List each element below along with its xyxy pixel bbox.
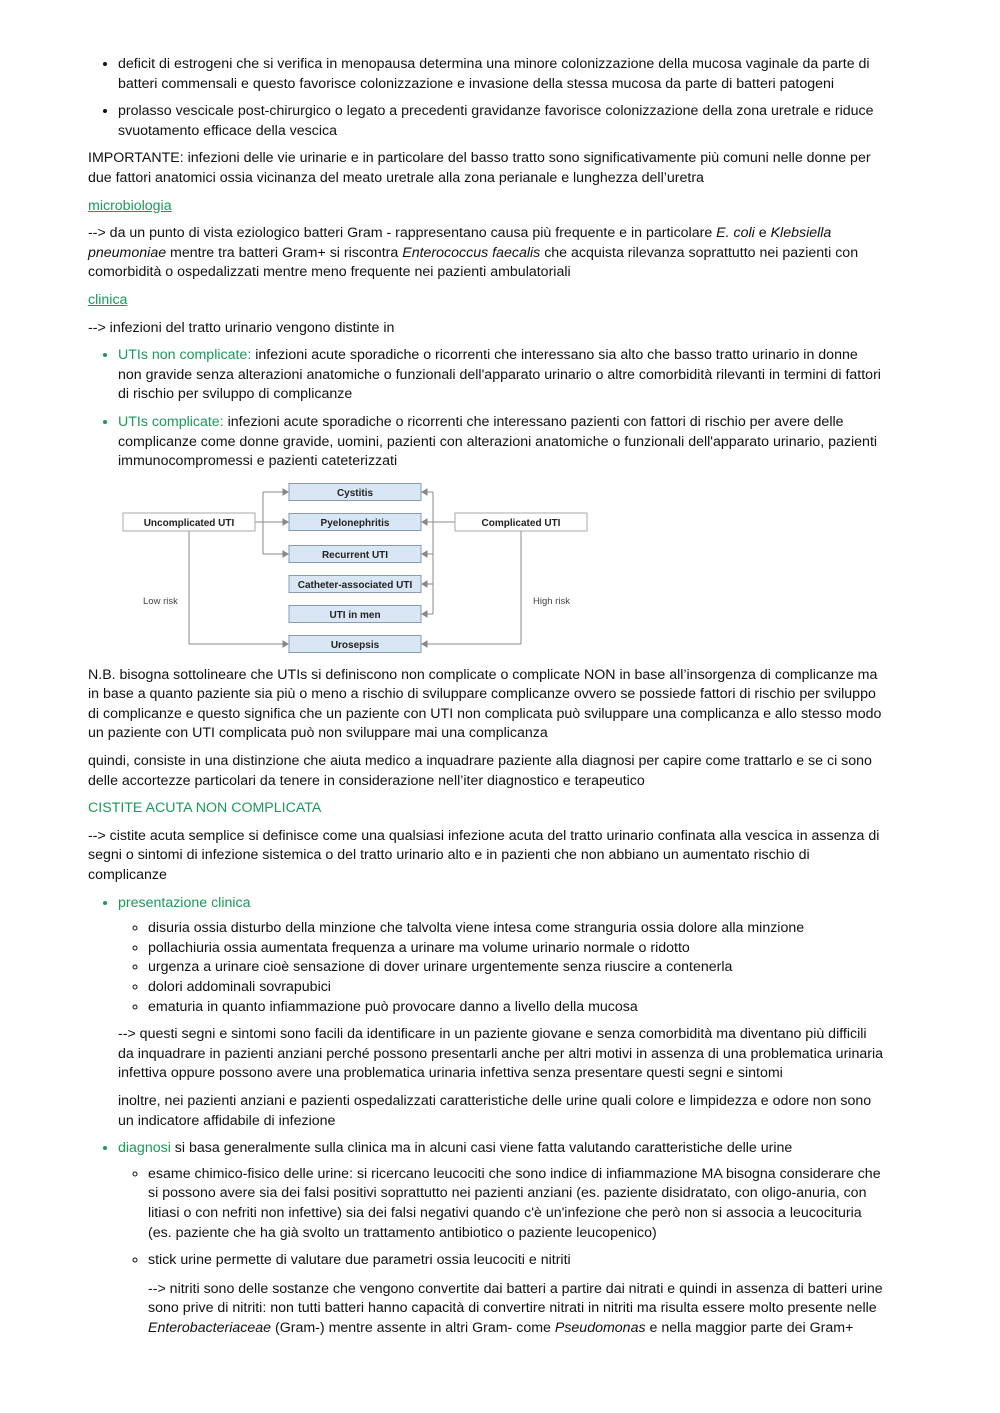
presentazione-label: presentazione clinica [118,894,251,911]
list-item: ◦ stick urine permette di valutare due parametri ossia leucociti e nitriti --> nitriti sono delle sostanze che vengono convertite dai batteri a partire dai nitrati e quindi in assenza di batteri urine sono prive di nitriti: non tutti batteri hanno capacità di convertire nitrati in nitriti ma risulta essere molto presente nelle Enterobacteriaceae (Gram-) mentre assente in altri Gram- come Pseudomonas e nella maggior parte dei Gram+ [148,1251,884,1338]
nb-paragraph: N.B. bisogna sottolineare che UTIs si definiscono non complicate o complicate NON in base all’insorgenza di complicanze ma in base a quanto paziente sia più o meno a rischio di sviluppare complicanze ovvero se possiede fattori di rischio per sviluppo di complicanze e questo significa che un paziente con UTI non complicata può sviluppare una complicanza e allo stesso modo un paziente con UTI complicata può non sviluppare mai una complicanza [88,666,882,742]
diagram-box-label: Catheter-associated UTI [297,579,413,591]
diagnosi-list [118,1165,884,1339]
section-heading-cistite: CISTITE ACUTA NON COMPLICATA [88,800,322,817]
cistite-list [88,894,884,1339]
list-item: ◦ dolori addominali sovrapubici [148,978,884,998]
clinica-link[interactable]: clinica [88,291,128,308]
cistite-definition: --> cistite acuta semplice si definisce come una qualsiasi infezione acuta del tratto urinario confinata alla vescica in assenza di segni o sintomi di infezione sistemica o del tratto urinario alto e in pazienti che non abbiano un aumentato rischio di complicanze [88,827,880,884]
diagram-box-label: UTI in men [329,609,381,621]
uti-label: UTIs non complicate: [118,347,252,364]
high-risk-label: High risk [533,595,570,607]
diagram-left-label: Uncomplicated UTI [143,517,235,529]
uti-type-list [88,346,884,472]
microbiologia-link[interactable]: microbiologia [88,197,172,214]
list-item [118,894,884,1132]
diagram-svg [88,480,884,658]
list-item: ◦ esame chimico-fisico delle urine: si ricercano leucociti che sono indice di infiammazione MA bisogna considerare che si possono avere sia dei falsi positivi soprattutto nei pazienti anziani (es. paziente disidratato, con oligo-anuria, con litiasi o con nefriti non infettive) sia dei falsi negativi quando c'è un'infezione che però non si associa a leucocituria (es. paziente che ha già svolto un trattamento antibiotico o paziente leucopenico) [148,1165,884,1243]
list-item: ◦ ematuria in quanto infiammazione può provocare danno a livello della mucosa [148,998,884,1018]
diagram-box-label: Urosepsis [330,639,380,651]
symptom-list [118,919,884,1017]
list-item: ◦ disuria ossia disturbo della minzione che talvolta viene intesa come stranguria ossia dolore alla minzione [148,919,884,939]
nitriti-paragraph: --> nitriti sono delle sostanze che vengono convertite dai batteri a partire dai nitrati e quindi in assenza di batteri urine sono prive di nitriti: non tutti batteri hanno capacità di convertire nitrati in nitriti ma risulta essere molto presente nelle Enterobacteriaceae (Gram-) mentre assente in altri Gram- come Pseudomonas e nella maggior parte dei Gram+ [148,1280,883,1336]
list-item: • deficit di estrogeni che si verifica in menopausa determina una minore colonizzazione della mucosa vaginale da parte di batteri commensali e questo favorisce colonizzazione e invasione della stessa mucosa da parte di batteri patogeni [118,55,884,94]
presentazione-note: --> questi segni e sintomi sono facili da identificare in un paziente giovane e senza comorbidità ma diventano più difficili da inquadrare in pazienti anziani perché possono presentarli anche per altri motivi in assenza di una problematica urinaria infettiva oppure possono avere una problematica urinaria infettiva senza presentare questi segni e sintomi [118,1026,883,1082]
list-item: • prolasso vescicale post-chirurgico o legato a precedenti gravidanze favorisce colonizzazione della zona uretrale e riduce svuotamento efficace della vescica [118,102,884,141]
diagram-right-label: Complicated UTI [481,517,561,529]
document-page [88,55,884,1347]
list-item: • UTIs complicate: infezioni acute sporadiche o ricorrenti che interessano pazienti con fattori di rischio per avere delle complicanze come donne gravide, uomini, pazienti con alterazioni anatomiche o funzionali dell'apparato urinario, pazienti immunocompromessi e pazienti cateterizzati [118,413,884,472]
microbiologia-paragraph: --> da un punto di vista eziologico batteri Gram - rappresentano causa più frequente e in particolare E. coli e Klebsiella pneumoniae mentre tra batteri Gram+ si riscontra Enterococcus faecalis che acquista rilevanza soprattutto nei pazienti con comorbidità o ospedalizzati mentre meno frequente nei pazienti ambulatoriali [88,225,859,281]
diagram-box-label: Recurrent UTI [321,549,389,561]
list-item: • diagnosi si basa generalmente sulla clinica ma in alcuni casi viene fatta valutando caratteristiche delle urine ◦ esame chimico-fisico delle urine: si ricercano leucociti che sono indice di infiammazione MA bisogna considerare che si possono avere sia dei falsi positivi soprattutto nei pazienti anziani (es. paziente disidratato, con oligo-anuria, con litiasi o con nefriti non infettive) sia dei falsi negativi quando c'è un'infezione che però non si associa a leucocituria (es. paziente che ha già svolto un trattamento antibiotico o paziente leucopenico) ◦ stick urine permette di valutare due parametri ossia leucociti e nitriti --> nitriti sono delle sostanze che vengono convertite dai batteri a partire dai nitrati e quindi in assenza di batteri urine sono prive di nitriti: non tutti batteri hanno capacità di convertire nitrati in nitriti ma risulta essere molto presente nelle Enterobacteriaceae (Gram-) mentre assente in altri Gram- come Pseudomonas e nella maggior parte dei Gram+ [118,1139,884,1338]
uti-label: UTIs complicate: [118,413,224,430]
diagnosi-label: diagnosi [118,1140,171,1157]
clinica-intro: --> infezioni del tratto urinario vengono distinte in [88,319,395,336]
importante-paragraph: IMPORTANTE: infezioni delle vie urinarie e in particolare del basso tratto sono significativamente più comuni nelle donne per due fattori anatomici ossia vicinanza del meato uretrale alla zona perianale e lunghezza dell’uretra [88,150,871,186]
list-item: ◦ urgenza a urinare cioè sensazione di dover urinare urgentemente senza riuscire a contenerla [148,958,884,978]
low-risk-label: Low risk [143,595,178,607]
diagram-box-label: Cystitis [336,487,374,499]
list-item: ◦ pollachiuria ossia aumentata frequenza a urinare ma volume urinario normale o ridotto [148,939,884,959]
quindi-paragraph: quindi, consiste in una distinzione che aiuta medico a inquadrare paziente alla diagnosi per capire come trattarlo e se ci sono delle accortezze particolari da tenere in considerazione nell’iter diagnostico e terapeutico [88,753,872,789]
diagram-box-label: Pyelonephritis [320,517,390,529]
list-item: • UTIs non complicate: infezioni acute sporadiche o ricorrenti che interessano sia alto che basso tratto urinario in donne non gravide senza alterazioni anatomiche o funzionali dell'apparato urinario o altre comorbidità rilevanti in termini di fattori di rischio per sviluppo di complicanze [118,346,884,405]
presentazione-note: inoltre, nei pazienti anziani e pazienti ospedalizzati caratteristiche delle urine quali colore e limpidezza e odore non sono un indicatore affidabile di infezione [118,1092,872,1129]
uti-classification-diagram [88,480,884,658]
intro-bullet-list [88,55,884,141]
